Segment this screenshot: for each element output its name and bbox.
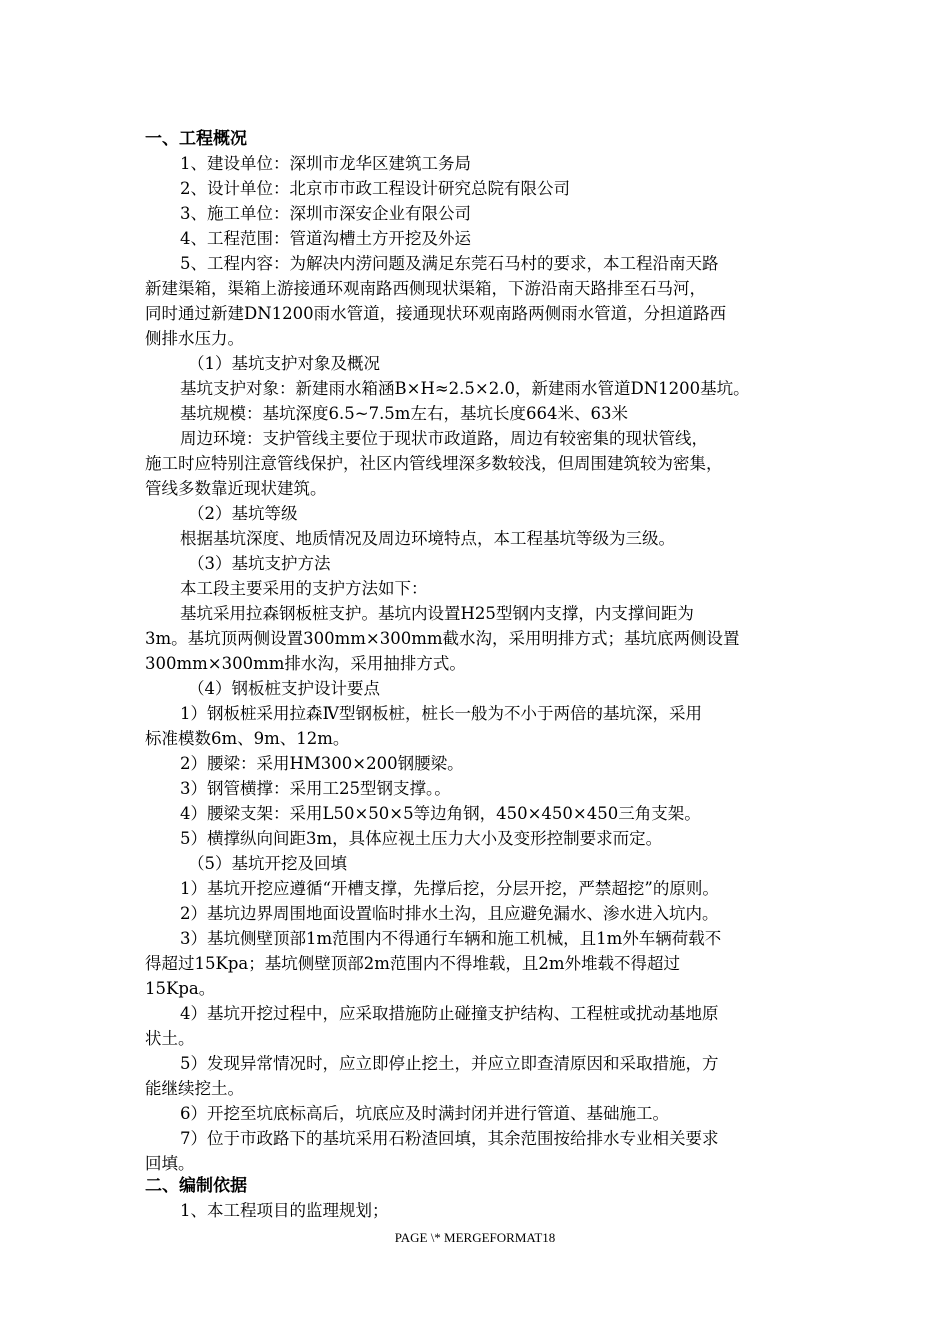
paragraph-line: 周边环境：支护管线主要位于现状市政道路，周边有较密集的现状管线， (180, 429, 708, 448)
paragraph-line: 2）基坑边界周围地面设置临时排水土沟，且应避免漏水、渗水进入坑内。 (180, 904, 719, 923)
paragraph-line: 4）腰梁支架：采用L50×50×5等边角钢，450×450×450三角支架。 (180, 804, 701, 823)
page-footer: PAGE \* MERGEFORMAT18 (394, 1230, 556, 1245)
paragraph-line: 管线多数靠近现状建筑。 (145, 479, 327, 498)
paragraph-line: 标准模数6m、9m、12m。 (145, 729, 350, 748)
paragraph-line: 施工时应特别注意管线保护，社区内管线埋深多数较浅，但周围建筑较为密集， (145, 454, 723, 473)
paragraph-line: 3、施工单位：深圳市深安企业有限公司 (180, 204, 471, 223)
paragraph-line: 本工段主要采用的支护方法如下： (180, 579, 428, 598)
paragraph-line: 3）钢管横撑：采用工25型钢支撑。。 (180, 779, 451, 798)
paragraph-line: 基坑支护对象：新建雨水箱涵B×H≈2.5×2.0，新建雨水管道DN1200基坑。 (180, 379, 750, 398)
section-heading: 二、编制依据 (145, 1176, 247, 1196)
subsection-heading: （3）基坑支护方法 (188, 554, 331, 573)
paragraph-line: 基坑采用拉森钢板桩支护。基坑内设置H25型钢内支撑，内支撑间距为 (180, 604, 694, 623)
subsection-heading: （5）基坑开挖及回填 (188, 854, 347, 873)
paragraph-line: 1）基坑开挖应遵循“开槽支撑，先撑后挖，分层开挖，严禁超挖”的原则。 (180, 879, 719, 898)
paragraph-line: 4）基坑开挖过程中，应采取措施防止碰撞支护结构、工程桩或扰动基地原 (180, 1004, 719, 1023)
paragraph-line: 同时通过新建DN1200雨水管道，接通现状环观南路两侧雨水管道，分担道路西 (145, 304, 727, 323)
paragraph-line: 基坑规模：基坑深度6.5~7.5m左右，基坑长度664米、63米 (180, 404, 628, 423)
paragraph-line: 2、设计单位：北京市市政工程设计研究总院有限公司 (180, 179, 570, 198)
paragraph-line: 3m。基坑顶两侧设置300mm×300mm截水沟，采用明排方式；基坑底两侧设置 (145, 629, 740, 648)
paragraph-line: 2）腰梁：采用HM300×200钢腰梁。 (180, 754, 464, 773)
paragraph-line: 7）位于市政路下的基坑采用石粉渣回填，其余范围按给排水专业相关要求 (180, 1129, 719, 1148)
paragraph-line: 回填。 (145, 1154, 195, 1173)
paragraph-line: 能继续挖土。 (145, 1079, 244, 1098)
paragraph-line: 侧排水压力。 (145, 329, 244, 348)
paragraph-line: 新建渠箱，渠箱上游接通环观南路西侧现状渠箱，下游沿南天路排至石马河， (145, 279, 706, 298)
paragraph-line: 1）钢板桩采用拉森Ⅳ型钢板桩，桩长一般为不小于两倍的基坑深，采用 (180, 704, 702, 723)
paragraph-line: 6）开挖至坑底标高后，坑底应及时满封闭并进行管道、基础施工。 (180, 1104, 669, 1123)
subsection-heading: （2）基坑等级 (188, 504, 298, 523)
paragraph-line: 5、工程内容：为解决内涝问题及满足东莞石马村的要求，本工程沿南天路 (180, 254, 719, 273)
paragraph-line: 得超过15Kpa；基坑侧壁顶部2m范围内不得堆载，且2m外堆载不得超过 (145, 954, 681, 973)
paragraph-line: 1、建设单位：深圳市龙华区建筑工务局 (180, 154, 471, 173)
section-heading: 一、工程概况 (145, 129, 247, 149)
paragraph-line: 5）发现异常情况时，应立即停止挖土，并应立即查清原因和采取措施，方 (180, 1054, 719, 1073)
paragraph-line: 15Kpa。 (145, 979, 216, 998)
paragraph-line: 1、本工程项目的监理规划； (180, 1201, 389, 1220)
subsection-heading: （1）基坑支护对象及概况 (188, 354, 380, 373)
subsection-heading: （4）钢板桩支护设计要点 (188, 679, 380, 698)
paragraph-line: 4、工程范围：管道沟槽土方开挖及外运 (180, 229, 471, 248)
paragraph-line: 5）横撑纵向间距3m，具体应视土压力大小及变形控制要求而定。 (180, 829, 663, 848)
paragraph-line: 根据基坑深度、地质情况及周边环境特点，本工程基坑等级为三级。 (180, 529, 675, 548)
paragraph-line: 3）基坑侧壁顶部1m范围内不得通行车辆和施工机械，且1m外车辆荷载不 (180, 929, 722, 948)
paragraph-line: 状土。 (145, 1029, 195, 1048)
paragraph-line: 300mm×300mm排水沟，采用抽排方式。 (145, 654, 466, 673)
